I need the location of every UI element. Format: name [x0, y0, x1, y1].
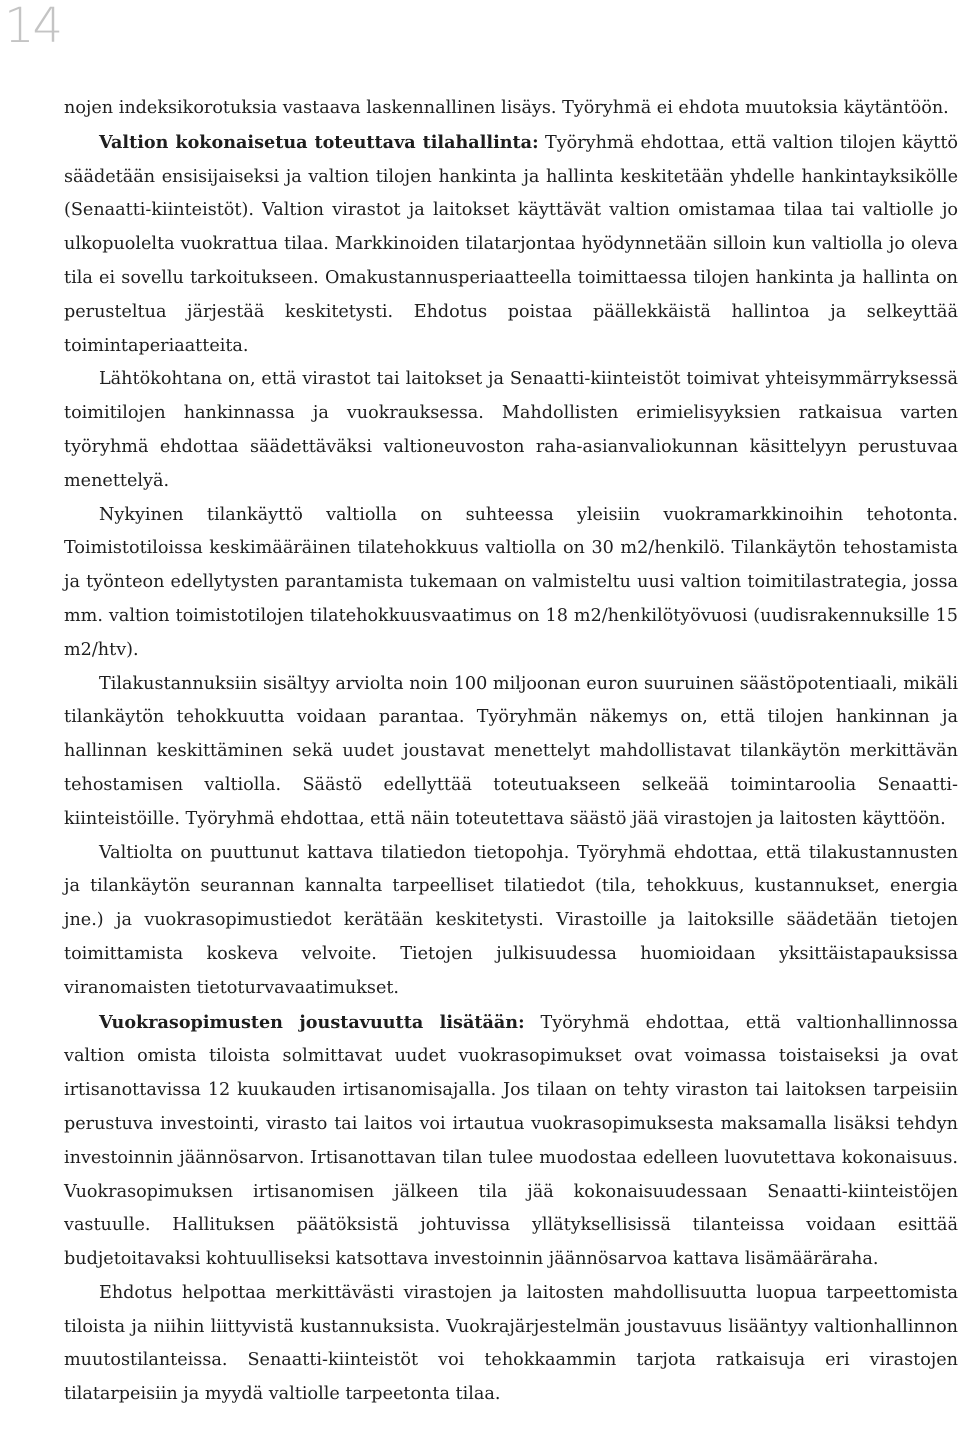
paragraph-6 — [64, 837, 958, 1006]
paragraph-text: nojen indeksikorotuksia vastaava laskennallinen lisäys. Työryhmä ei ehdota muutoksia käytäntöön. — [64, 98, 949, 118]
paragraph-text: Valtiolta on puuttunut kattava tilatiedon tietopohja. Työryhmä ehdottaa, että tilakustannusten ja tilankäytön seurannan kannalta tarpeelliset tilatiedot (tila, tehokkuus, kustannukset, energia jne.) ja vuokrasopimustiedot kerätään keskitetysti. Virastoille ja laitoksille säädetään tietojen toimittamista koskeva velvoite. Tietojen julkisuudessa huomioidaan yksittäistapauksissa viranomaisten tietoturvavaatimukset. — [64, 842, 958, 998]
body-text — [64, 92, 958, 1412]
paragraph-text: Työryhmä ehdottaa, että valtionhallinnossa valtion omista tiloista solmittavat uudet vuokrasopimukset ovat voimassa toistaiseksi ja ovat irtisanottavissa 12 kuukauden irtisanomisajalla. Jos tilaan on tehty viraston tai laitoksen tarpeisiin perustuva investointi, virasto tai laitos voi irtautua vuokrasopimuksesta maksamalla lisäksi tehdyn investoinnin jäännösarvon. Irtisanottavan tilan tulee muodostaa edelleen luovutettava kokonaisuus. Vuokrasopimuksen irtisanomisen jälkeen tila jää kokonaisuudessaan Senaatti-kiinteistöjen vastuulle. Hallituksen päätöksistä johtuvissa yllätyksellisissä tilanteissa voidaan esittää budjetoitavaksi kohtuulliseksi katsottava investoinnin jäännösarvoa kattava lisämääräraha. — [64, 1012, 958, 1270]
paragraph-3 — [64, 363, 958, 498]
paragraph-2 — [64, 126, 958, 364]
paragraph-8 — [64, 1277, 958, 1412]
paragraph-7 — [64, 1006, 958, 1277]
paragraph-4 — [64, 499, 958, 668]
paragraph-text: Nykyinen tilankäyttö valtiolla on suhteessa yleisiin vuokramarkkinoihin tehotonta. Toimistotiloissa keskimääräinen tilatehokkuus valtiolla on 30 m2/henkilö. Tilankäytön tehostamista ja työnteon edellytysten parantamista tukemaan on valmisteltu uusi valtion toimitilastrategia, jossa mm. valtion toimistotilojen tilatehokkuusvaatimus on 18 m2/henkilötyövuosi (uudisrakennuksille 15 m2/htv). — [64, 504, 958, 660]
paragraph-heading: Vuokrasopimusten joustavuutta lisätään: — [99, 1011, 525, 1033]
paragraph-1 — [64, 92, 958, 126]
paragraph-text: Työryhmä ehdottaa, että valtion tilojen käyttö säädetään ensisijaiseksi ja valtion tilojen hankinta ja hallinta keskitetään yhdelle hankintayksikölle (Senaatti-kiinteistöt). Valtion virastot ja laitokset käyttävät valtion omistamaa tilaa tai valtiolle jo ulkopuolelta vuokrattua tilaa. Markkinoiden tilatarjontaa hyödynnetään silloin kun valtiolla jo oleva tila ei sovellu tarkoitukseen. Omakustannusperiaatteella toimittaessa tilojen hankinta ja hallinta on perusteltua järjestää keskitetysti. Ehdotus poistaa päällekkäistä hallintoa ja selkeyttää toimintaperiaatteita. — [64, 132, 959, 356]
paragraph-heading: Valtion kokonaisetua toteuttava tilahallinta: — [99, 131, 539, 153]
paragraph-text: Tilakustannuksiin sisältyy arviolta noin 100 miljoonan euron suuruinen säästöpotentiaali, mikäli tilankäytön tehokkuutta voidaan parantaa. Työryhmän näkemys on, että tilojen hankinnan ja hallinnan keskittäminen sekä uudet joustavat menettelyt mahdollistavat tilankäytön merkittävän tehostamisen valtiolla. Säästö edellyttää toteutuakseen selkeää toimintaroolia Senaatti-kiinteistöille. Työryhmä ehdottaa, että näin toteutettava säästö jää virastojen ja laitosten käyttöön. — [64, 673, 958, 829]
page-number: 14 — [4, 0, 62, 54]
paragraph-5 — [64, 668, 958, 837]
paragraph-text: Lähtökohtana on, että virastot tai laitokset ja Senaatti-kiinteistöt toimivat yhteisymmärryksessä toimitilojen hankinnassa ja vuokrauksessa. Mahdollisten erimielisyyksien ratkaisua varten työryhmä ehdottaa säädettäväksi valtioneuvoston raha-asianvaliokunnan käsittelyyn perustuvaa menettelyä. — [64, 369, 958, 491]
paragraph-text: Ehdotus helpottaa merkittävästi virastojen ja laitosten mahdollisuutta luopua tarpeettomista tiloista ja niihin liittyvistä kustannuksista. Vuokrajärjestelmän joustavuus lisääntyy valtionhallinnon muutostilanteissa. Senaatti-kiinteistöt voi tehokkaammin tarjota ratkaisuja eri virastojen tilatarpeisiin ja myydä valtiolle tarpeetonta tilaa. — [64, 1282, 958, 1405]
